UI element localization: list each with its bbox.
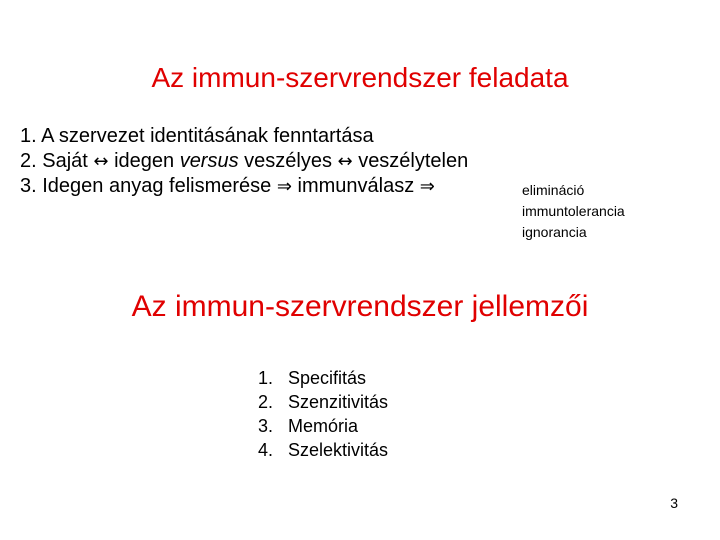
- page-number: 3: [670, 495, 678, 511]
- list-item: [258, 438, 388, 462]
- implies-arrow-icon: ⇒: [419, 176, 435, 197]
- item-number: 4.: [258, 440, 274, 460]
- double-arrow-icon: ↔: [337, 151, 353, 172]
- item-text: A szervezet identitásának fenntartása: [41, 125, 374, 147]
- item-text: Memória: [288, 416, 359, 436]
- double-arrow-icon: ↔: [93, 151, 109, 172]
- slide-title-features: Az immun-szervrendszer jellemzői: [131, 290, 589, 323]
- tasks-list: [20, 124, 468, 199]
- list-item: [258, 414, 388, 438]
- item-text: Saját: [42, 150, 88, 172]
- item-text: veszélyes: [244, 150, 332, 172]
- item-number: 1.: [258, 368, 274, 388]
- outcome-item: elimináció: [522, 182, 585, 198]
- list-item: [20, 174, 468, 199]
- item-text: Specifitás: [288, 368, 367, 388]
- outcome-item: ignorancia: [522, 224, 587, 240]
- item-number: 2.: [258, 392, 274, 412]
- item-text: Szelektivitás: [288, 440, 389, 460]
- list-item: [20, 149, 468, 174]
- item-text: veszélytelen: [358, 150, 469, 172]
- item-text-italic: versus: [179, 150, 239, 172]
- outcome-item: immuntolerancia: [522, 203, 625, 219]
- implies-arrow-icon: ⇒: [276, 176, 292, 197]
- list-item: [258, 366, 388, 390]
- item-number: 2.: [20, 150, 37, 172]
- item-number: 3.: [258, 416, 274, 436]
- item-text: idegen: [114, 150, 175, 172]
- item-text: immunválasz: [297, 175, 415, 197]
- list-item: [258, 390, 388, 414]
- item-number: 3.: [20, 175, 37, 197]
- response-outcomes: [522, 180, 625, 243]
- item-text: Szenzitivitás: [288, 392, 389, 412]
- list-item: [20, 124, 468, 149]
- item-text: Idegen anyag felismerése: [42, 175, 272, 197]
- features-list: [258, 366, 388, 462]
- item-number: 1.: [20, 125, 37, 147]
- slide-title-tasks: Az immun-szervrendszer feladata: [151, 62, 569, 93]
